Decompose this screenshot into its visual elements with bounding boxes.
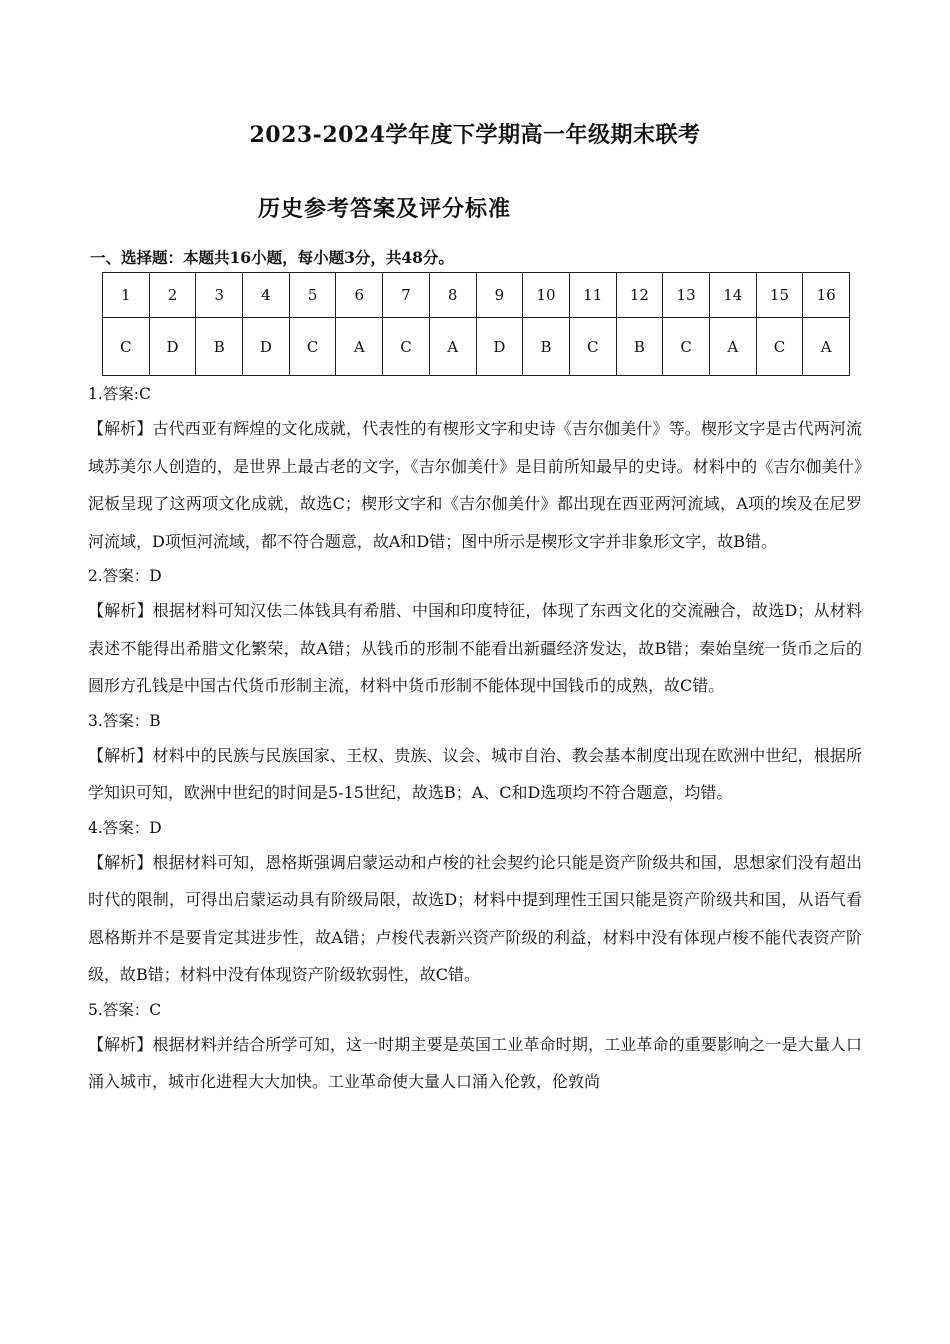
analysis-tag: 【解析】 — [88, 601, 153, 620]
analysis-tag: 【解析】 — [88, 1034, 153, 1054]
answer-key-cell: C — [289, 318, 336, 376]
answer-key-cell: C — [756, 318, 803, 376]
explanation-paragraph — [88, 1026, 862, 1101]
answer-table — [102, 272, 850, 376]
question-number-cell: 16 — [803, 273, 850, 318]
analysis-tag: 【解析】 — [88, 419, 153, 438]
explanation-text: 材料中的民族与民族国家、王权、贵族、议会、城市自治、教会基本制度出现在欧洲中世纪，根据所学知识可知，欧洲中世纪的时间是5-15世纪，故选B；A、C和D选项均不符合题意，均错。 — [88, 745, 862, 802]
answer-table-key-row — [103, 318, 850, 376]
question-number-cell: 5 — [289, 273, 336, 318]
answer-explanations — [88, 378, 862, 1101]
document-subtitle: 历史参考答案及评分标准 — [258, 196, 512, 222]
explanation-text: 古代西亚有辉煌的文化成就，代表性的有楔形文字和史诗《吉尔伽美什》等。楔形文字是古代两河流域苏美尔人创造的，是世界上最古老的文字，《吉尔伽美什》是目前所知最早的史诗。材料中的《吉尔伽美什》泥板呈现了这两项文化成就，故选C；楔形文字和《吉尔伽美什》都出现在西亚两河流域，A项的埃及在尼罗河流域，D项恒河流域，都不符合题意，故A和D错；图中所示是楔形文字并非象形文字，故B错。 — [88, 419, 862, 551]
answer-key-cell: A — [336, 318, 383, 376]
question-number-cell: 2 — [149, 273, 196, 318]
question-number-cell: 6 — [336, 273, 383, 318]
answer-line: 5.答案：C — [88, 1000, 162, 1019]
explanation-paragraph — [88, 592, 862, 705]
answer-key-cell: C — [663, 318, 710, 376]
analysis-tag: 【解析】 — [88, 745, 153, 765]
answer-key-cell: C — [103, 318, 150, 376]
answer-line: 4.答案：D — [88, 818, 162, 837]
answer-line: 3.答案：B — [88, 711, 161, 730]
answer-key-cell: B — [196, 318, 243, 376]
explanation-paragraph — [88, 410, 862, 560]
question-number-cell: 11 — [569, 273, 616, 318]
question-number-cell: 13 — [663, 273, 710, 318]
answer-table-number-row — [103, 273, 850, 318]
answer-key-cell: D — [149, 318, 196, 376]
answer-key-cell: B — [523, 318, 570, 376]
answer-key-cell: C — [569, 318, 616, 376]
answer-key-cell: D — [243, 318, 290, 376]
question-number-cell: 4 — [243, 273, 290, 318]
question-number-cell: 10 — [523, 273, 570, 318]
question-number-cell: 3 — [196, 273, 243, 318]
answer-line: 2.答案：D — [88, 567, 162, 585]
answer-key-cell: C — [383, 318, 430, 376]
answer-key-cell: A — [429, 318, 476, 376]
question-number-cell: 8 — [429, 273, 476, 318]
question-number-cell: 15 — [756, 273, 803, 318]
document-title: 2023-2024学年度下学期高一年级期末联考 — [249, 122, 701, 148]
question-number-cell: 9 — [476, 273, 523, 318]
explanation-paragraph — [88, 844, 862, 994]
answer-key-cell: A — [709, 318, 756, 376]
question-number-cell: 7 — [383, 273, 430, 318]
question-number-cell: 12 — [616, 273, 663, 318]
section-heading-choice: 一、选择题：本题共16小题，每小题3分，共48分。 — [90, 248, 454, 267]
analysis-tag: 【解析】 — [88, 852, 153, 872]
explanation-text: 根据材料可知汉佉二体钱具有希腊、中国和印度特征，体现了东西文化的交流融合，故选D；从材料表述不能得出希腊文化繁荣，故A错；从钱币的形制不能看出新疆经济发达，故B错；秦始皇统一货币之后的圆形方孔钱是中国古代货币形制主流，材料中货币形制不能体现中国钱币的成熟，故C错。 — [88, 601, 862, 695]
explanation-text: 根据材料可知，恩格斯强调启蒙运动和卢梭的社会契约论只能是资产阶级共和国，思想家们没有超出时代的限制，可得出启蒙运动具有阶级局限，故选D；材料中提到理性王国只能是资产阶级共和国，从语气看恩格斯并不是要肯定其进步性，故A错；卢梭代表新兴资产阶级的利益，材料中没有体现卢梭不能代表资产阶级，故B错；材料中没有体现资产阶级软弱性，故C错。 — [88, 852, 862, 984]
question-number-cell: 14 — [709, 273, 756, 318]
question-number-cell: 1 — [103, 273, 150, 318]
answer-key-cell: A — [803, 318, 850, 376]
explanation-paragraph — [88, 737, 862, 812]
answer-key-cell: B — [616, 318, 663, 376]
answer-key-cell: D — [476, 318, 523, 376]
answer-line: 1.答案:C — [88, 385, 151, 403]
explanation-text: 根据材料并结合所学可知，这一时期主要是英国工业革命时期，工业革命的重要影响之一是大量人口涌入城市，城市化进程大大加快。工业革命使大量人口涌入伦敦，伦敦尚 — [88, 1034, 862, 1091]
